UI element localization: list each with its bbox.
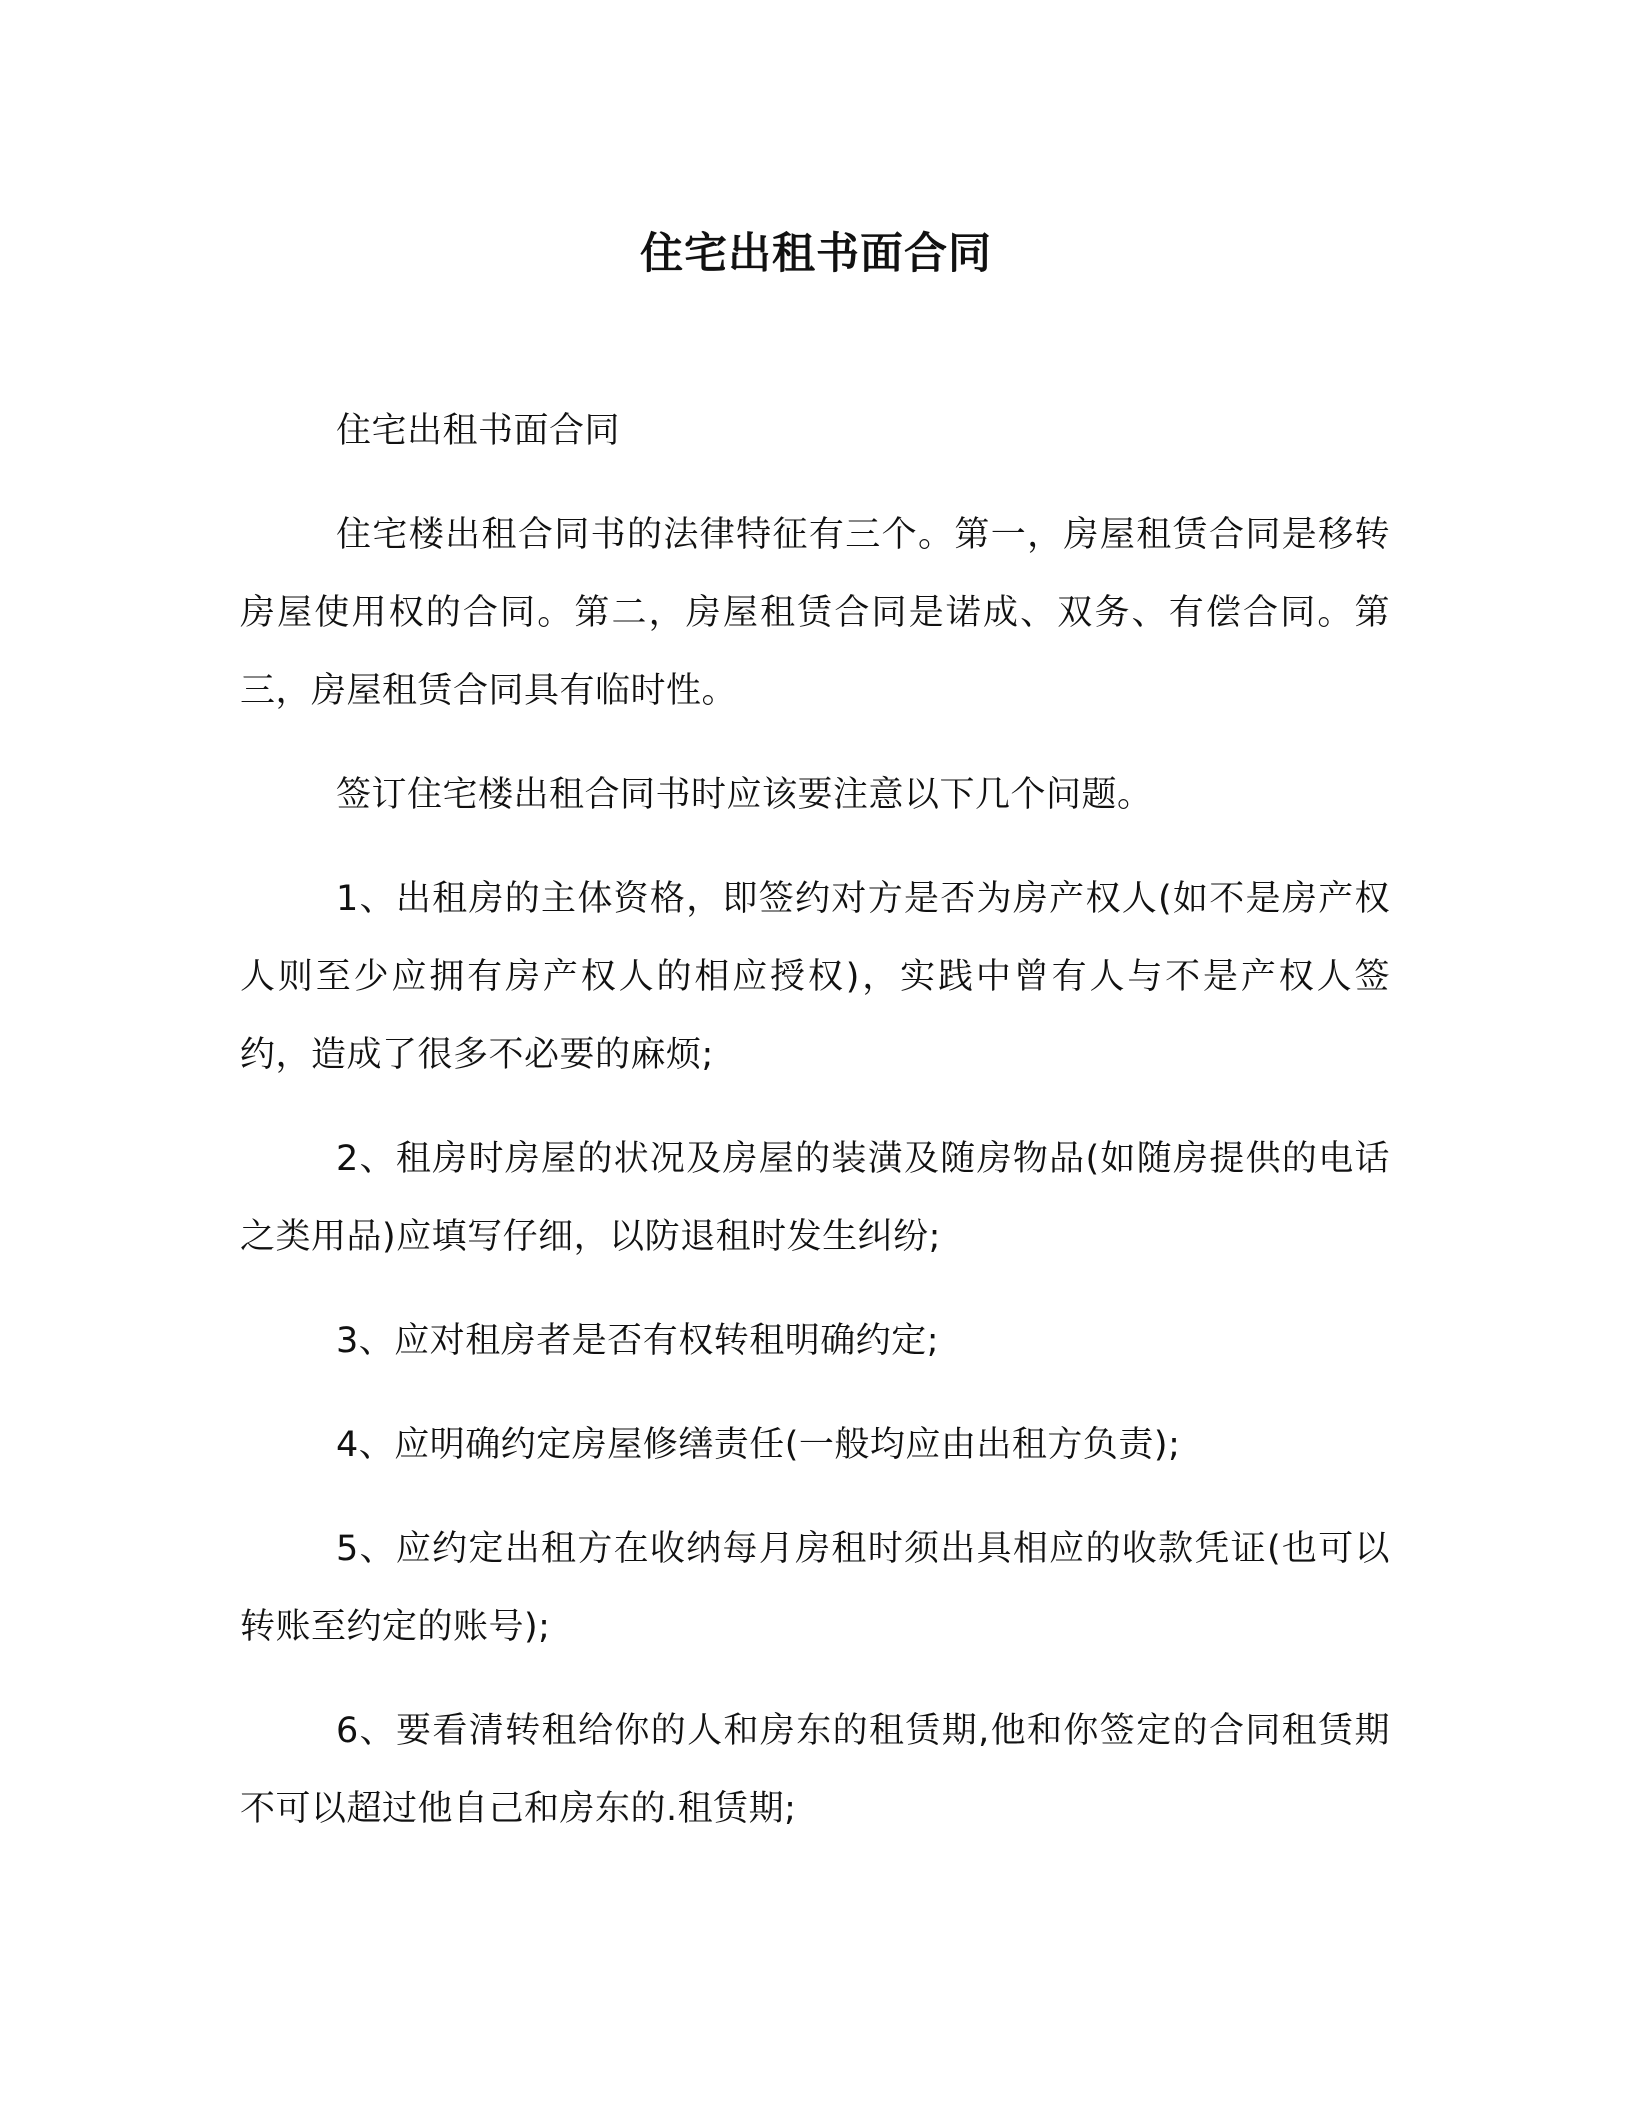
paragraph-item-2: 2、租房时房屋的状况及房屋的装潢及随房物品(如随房提供的电话之类用品)应填写仔细，以防退租时发生纠纷; — [240, 1139, 1390, 1257]
paragraph-item-4: 4、应明确约定房屋修缮责任(一般均应由出租方负责); — [336, 1425, 1181, 1465]
paragraph-item-5: 5、应约定出租方在收纳每月房租时须出具相应的收款凭证(也可以转账至约定的账号); — [240, 1529, 1390, 1647]
document-title: 住宅出租书面合同 — [640, 229, 992, 279]
paragraph-item-6: 6、要看清转租给你的人和房东的租赁期,他和你签定的合同租赁期不可以超过他自己和房东的.租赁期; — [240, 1711, 1390, 1829]
paragraph-notes-intro: 签订住宅楼出租合同书时应该要注意以下几个问题。 — [336, 775, 1153, 815]
paragraph-item-3: 3、应对租房者是否有权转租明确约定; — [336, 1321, 940, 1361]
paragraph-item-1: 1、出租房的主体资格，即签约对方是否为房产权人(如不是房产权人则至少应拥有房产权人的相应授权)，实践中曾有人与不是产权人签约，造成了很多不必要的麻烦; — [240, 879, 1390, 1075]
paragraph-subtitle: 住宅出租书面合同 — [336, 411, 621, 451]
document-body — [240, 392, 1390, 1874]
paragraph-legal-features: 住宅楼出租合同书的法律特征有三个。第一，房屋租赁合同是移转房屋使用权的合同。第二，房屋租赁合同是诺成、双务、有偿合同。第三，房屋租赁合同具有临时性。 — [240, 515, 1390, 711]
